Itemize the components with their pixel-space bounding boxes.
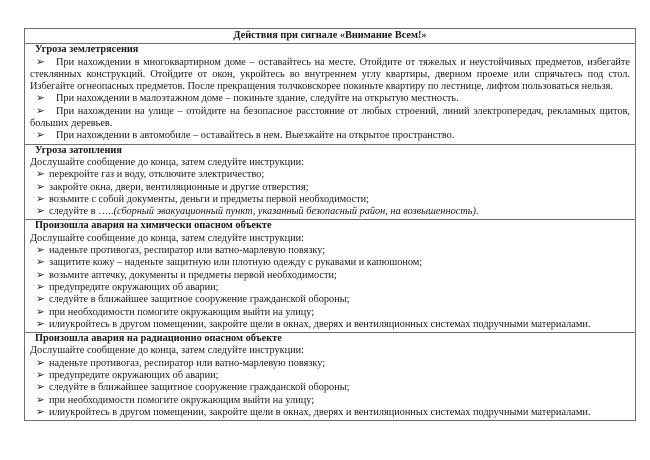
- arrow-bullet-icon: ➢: [36, 394, 45, 406]
- item-text: защитите кожу – наденьте защитную или плотную одежду с рукавами и капюшоном;: [49, 257, 423, 269]
- list-item: [30, 407, 630, 419]
- section-heading: Угроза затопления: [35, 144, 122, 156]
- item-text: наденьте противогаз, респиратор или ватно-марлевую повязку;: [49, 357, 326, 369]
- section-cell: [25, 333, 636, 421]
- item-text: возьмите с собой документы, деньги и предметы первой необходимости;: [49, 193, 369, 205]
- item-text: предупредите окружающих об аварии;: [49, 281, 219, 293]
- item-text: возьмите аптечку, документы и предметы первой необходимости;: [49, 269, 337, 281]
- arrow-bullet-icon: ➢: [36, 245, 45, 257]
- list-item: [30, 106, 630, 131]
- arrow-bullet-icon: ➢: [36, 294, 45, 306]
- arrow-bullet-icon: ➢: [36, 281, 45, 293]
- arrow-bullet-icon: ➢: [36, 193, 45, 205]
- arrow-bullet-icon: ➢: [36, 56, 45, 68]
- arrow-bullet-icon: ➢: [36, 105, 45, 117]
- list-item: [30, 370, 630, 382]
- arrow-bullet-icon: ➢: [36, 269, 45, 281]
- list-item: [30, 395, 630, 407]
- arrow-bullet-icon: ➢: [36, 306, 45, 318]
- list-item: [30, 130, 630, 142]
- section-heading: Произошла авария на химически опасном объекте: [35, 220, 272, 232]
- item-text: закройте окна, двери, вентиляционные и другие отверстия;: [49, 181, 309, 193]
- arrow-bullet-icon: ➢: [36, 181, 45, 193]
- item-text: следуйте в ближайшее защитное сооружение гражданской обороны;: [49, 382, 350, 394]
- arrow-bullet-icon: ➢: [36, 406, 45, 418]
- item-text-italic: (сборный эвакуационный пункт, указанный безопасный район, на возвышенность): [113, 206, 476, 218]
- item-text: При нахождении в малоэтажном доме – покиньте здание, следуйте на открытую местность.: [56, 93, 459, 105]
- item-text: илиукройтесь в другом помещении, закройте щели в окнах, дверях и вентиляционных системах подручными материалами.: [49, 318, 591, 330]
- arrow-bullet-icon: ➢: [36, 206, 45, 218]
- section-chemical: [25, 220, 636, 333]
- arrow-bullet-icon: ➢: [36, 382, 45, 394]
- section-radiation: [25, 333, 636, 421]
- item-text: при необходимости помогите окружающим выйти на улицу;: [49, 306, 315, 318]
- arrow-bullet-icon: ➢: [36, 93, 45, 105]
- arrow-bullet-icon: ➢: [36, 169, 45, 181]
- section-heading: Произошла авария на радиационно опасном объекте: [35, 333, 282, 345]
- item-text: при необходимости помогите окружающим выйти на улицу;: [49, 394, 315, 406]
- item-text: При нахождении в автомобиле – оставайтесь в нем. Выезжайте на открытое пространство.: [56, 130, 455, 142]
- instructions-table: [24, 28, 636, 421]
- title-row: [25, 29, 636, 44]
- section-cell: [25, 144, 636, 220]
- list-item: [30, 319, 630, 331]
- item-text-suffix: .: [475, 206, 479, 218]
- arrow-bullet-icon: ➢: [36, 370, 45, 382]
- item-text: наденьте противогаз, респиратор или ватно-марлевую повязку;: [49, 245, 326, 257]
- section-cell: [25, 44, 636, 144]
- section-heading: Угроза землетрясения: [35, 44, 139, 56]
- section-cell: [25, 220, 636, 333]
- item-text: перекройте газ и воду, отключите электричество;: [49, 169, 265, 181]
- section-intro: Дослушайте сообщение до конца, затем следуйте инструкции:: [30, 156, 305, 168]
- list-item: [30, 294, 630, 306]
- section-intro: Дослушайте сообщение до конца, затем следуйте инструкции:: [30, 232, 305, 244]
- list-item: [30, 206, 630, 218]
- item-text: следуйте в …..: [49, 206, 114, 218]
- list-item: [30, 270, 630, 282]
- list-item: [30, 307, 630, 319]
- list-item: [30, 93, 630, 105]
- document-title: Действия при сигнале «Внимание Всем!»: [25, 29, 636, 44]
- section-earthquake: [25, 44, 636, 144]
- section-flood: [25, 144, 636, 220]
- list-item: [30, 169, 630, 181]
- arrow-bullet-icon: ➢: [36, 257, 45, 269]
- item-text: илиукройтесь в другом помещении, закройте щели в окнах, дверях и вентиляционных системах подручными материалами.: [49, 406, 591, 418]
- item-text: При нахождении в многоквартирном доме – оставайтесь на месте. Отойдите от тяжелых и неустойчивых предметов, избегайте стеклянных конструкций. Отойдите от окон, укройтесь во внутреннем углу квартиры, дверном проеме или спрячьтесь под стол. Избегайте огнеопасных предметов. После прекращения толчковскорее покиньте квартиру по лестнице, лифтом пользоваться нельзя.: [30, 56, 630, 93]
- item-text: следуйте в ближайшее защитное сооружение гражданской обороны;: [49, 294, 350, 306]
- section-intro: Дослушайте сообщение до конца, затем следуйте инструкции:: [30, 345, 305, 357]
- arrow-bullet-icon: ➢: [36, 357, 45, 369]
- item-text: предупредите окружающих об аварии;: [49, 370, 219, 382]
- list-item: [30, 57, 630, 94]
- item-text: При нахождении на улице – отойдите на безопасное расстояние от любых строений, линий электропередач, рекламных щитов, больших деревьев.: [30, 105, 630, 130]
- list-item: [30, 382, 630, 394]
- arrow-bullet-icon: ➢: [36, 130, 45, 142]
- list-item: [30, 358, 630, 370]
- list-item: [30, 257, 630, 269]
- list-item: [30, 282, 630, 294]
- list-item: [30, 194, 630, 206]
- arrow-bullet-icon: ➢: [36, 318, 45, 330]
- list-item: [30, 245, 630, 257]
- list-item: [30, 182, 630, 194]
